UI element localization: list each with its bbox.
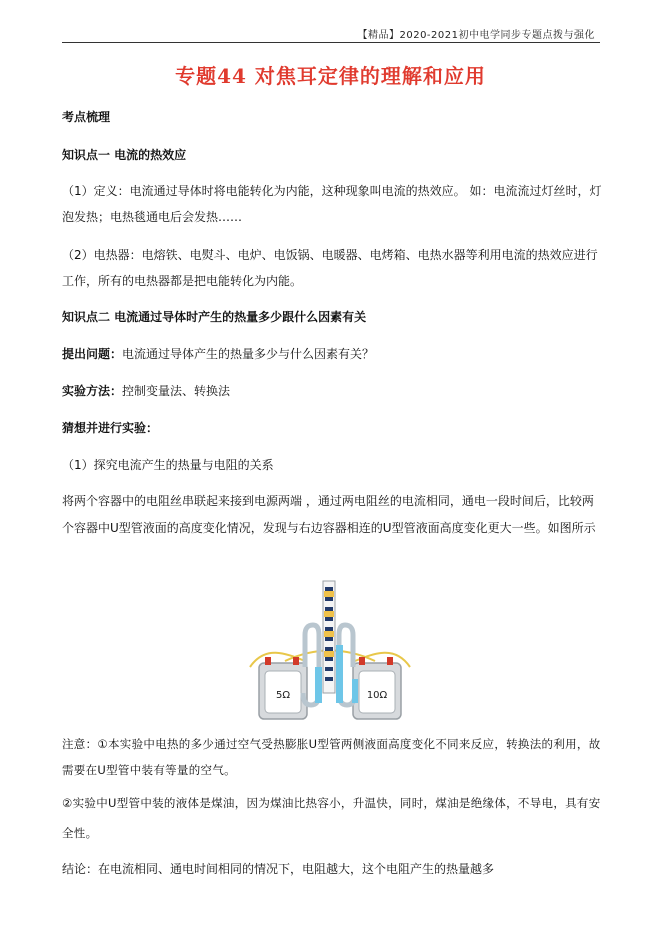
paragraph-question [62,341,602,367]
right-terminal-b [387,657,393,665]
paragraph-experiment-1: （1）探究电流产生的热量与电阻的关系 [62,458,274,472]
section-kaodian: 考点梳理 [62,110,111,124]
note-2: ②实验中U型管中装的液体是煤油，因为煤油比热容小，升温快，同时，煤油是绝缘体，不导电，具有安全性。 [62,796,601,840]
page-title: 专题44 对焦耳定律的理解和应用 [175,64,486,88]
question-label: 提出问题： [62,347,123,361]
heading-guess: 猜想并进行实验： [62,421,159,435]
paragraph-method [62,378,602,404]
right-terminal-a [359,657,365,665]
paragraph-procedure: 将两个容器中的电阻丝串联起来接到电源两端 ，通过两电阻丝的电流相同，通电一段时间后，比较两个容器中U型管液面的高度变化情况，发现与右边容器相连的U型管液面高度变化更大一些。如图所示 [62,494,596,535]
apparatus-diagram [245,575,415,725]
header-rule [62,42,600,43]
heading-knowledge-2: 知识点二 电流通过导体时产生的热量多少跟什么因素有关 [62,310,367,324]
conclusion: 结论：在电流相同、通电时间相同的情况下，电阻越大，这个电阻产生的热量越多 [62,862,495,876]
right-resistor-label: 10Ω [366,690,388,701]
question-text: 电流通过导体产生的热量多少与什么因素有关？ [122,347,375,361]
apparatus-figure [245,575,415,725]
paragraph-heaters: （2）电热器：电熔铁、电熨斗、电炉、电饭锅、电暖器、电烤箱、电热水器等利用电流的热效应进行工作，所有的电热器都是把电能转化为内能。 [62,248,598,288]
heading-knowledge-1: 知识点一 电流的热效应 [62,148,187,162]
left-resistor-label: 5Ω [275,690,291,701]
method-label: 实验方法： [62,384,123,398]
note-1: 注意：①本实验中电热的多少通过空气受热膨胀U型管两侧液面高度变化不同来反应，转换法的利用，故需要在U型管中装有等量的空气。 [62,737,601,777]
method-text: 控制变量法、转换法 [122,384,231,398]
left-terminal-a [265,657,271,665]
running-header: 【精品】2020-2021初中电学同步专题点拨与强化 [357,30,595,41]
left-terminal-b [293,657,299,665]
paragraph-definition: （1）定义：电流通过导体时将电能转化为内能，这种现象叫电流的热效应。 如：电流流过灯丝时，灯泡发热；电热毯通电后会发热…… [62,184,602,224]
